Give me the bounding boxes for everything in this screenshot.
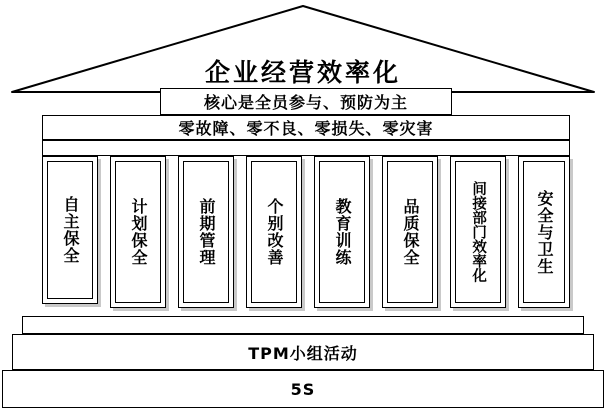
pillar-label: 个别改善 — [264, 198, 284, 266]
pillars-group — [42, 156, 570, 316]
pillar-label: 间接部门效率化 — [470, 181, 487, 283]
pillar-label: 计划保全 — [128, 198, 148, 266]
pillar-label: 自主保全 — [60, 196, 80, 264]
pillar-inner — [523, 161, 565, 303]
pillar-inner — [387, 161, 433, 303]
band-goals-statement: 零故障、零不良、零损失、零灾害 — [42, 115, 570, 140]
pillar-个别改善 — [246, 156, 302, 308]
pillar-inner — [115, 161, 161, 303]
pillar-间接部门效率化 — [450, 156, 506, 308]
pillar-安全与卫生 — [518, 156, 570, 308]
foundation-step-top — [22, 316, 584, 334]
pillar-inner — [47, 161, 93, 299]
foundation-step-tpm: TPM小组活动 — [12, 334, 594, 370]
pillar-计划保全 — [110, 156, 166, 308]
pillar-inner — [183, 161, 229, 303]
band-spacer — [42, 140, 570, 156]
pillar-自主保全 — [42, 156, 98, 304]
pillar-label: 教育训练 — [332, 198, 352, 266]
pillar-label: 品质保全 — [400, 198, 420, 266]
pillar-inner — [455, 161, 501, 303]
pillar-前期管理 — [178, 156, 234, 308]
pillar-inner — [319, 161, 365, 303]
pillar-品质保全 — [382, 156, 438, 308]
foundation-step-5s: 5S — [2, 370, 604, 408]
pillar-label: 前期管理 — [196, 198, 216, 266]
pillar-教育训练 — [314, 156, 370, 308]
pillar-inner — [251, 161, 297, 303]
diagram-title: 企业经营效率化 — [204, 58, 401, 87]
band-core-statement: 核心是全员参与、预防为主 — [160, 88, 452, 115]
pillar-label: 安全与卫生 — [534, 189, 554, 275]
